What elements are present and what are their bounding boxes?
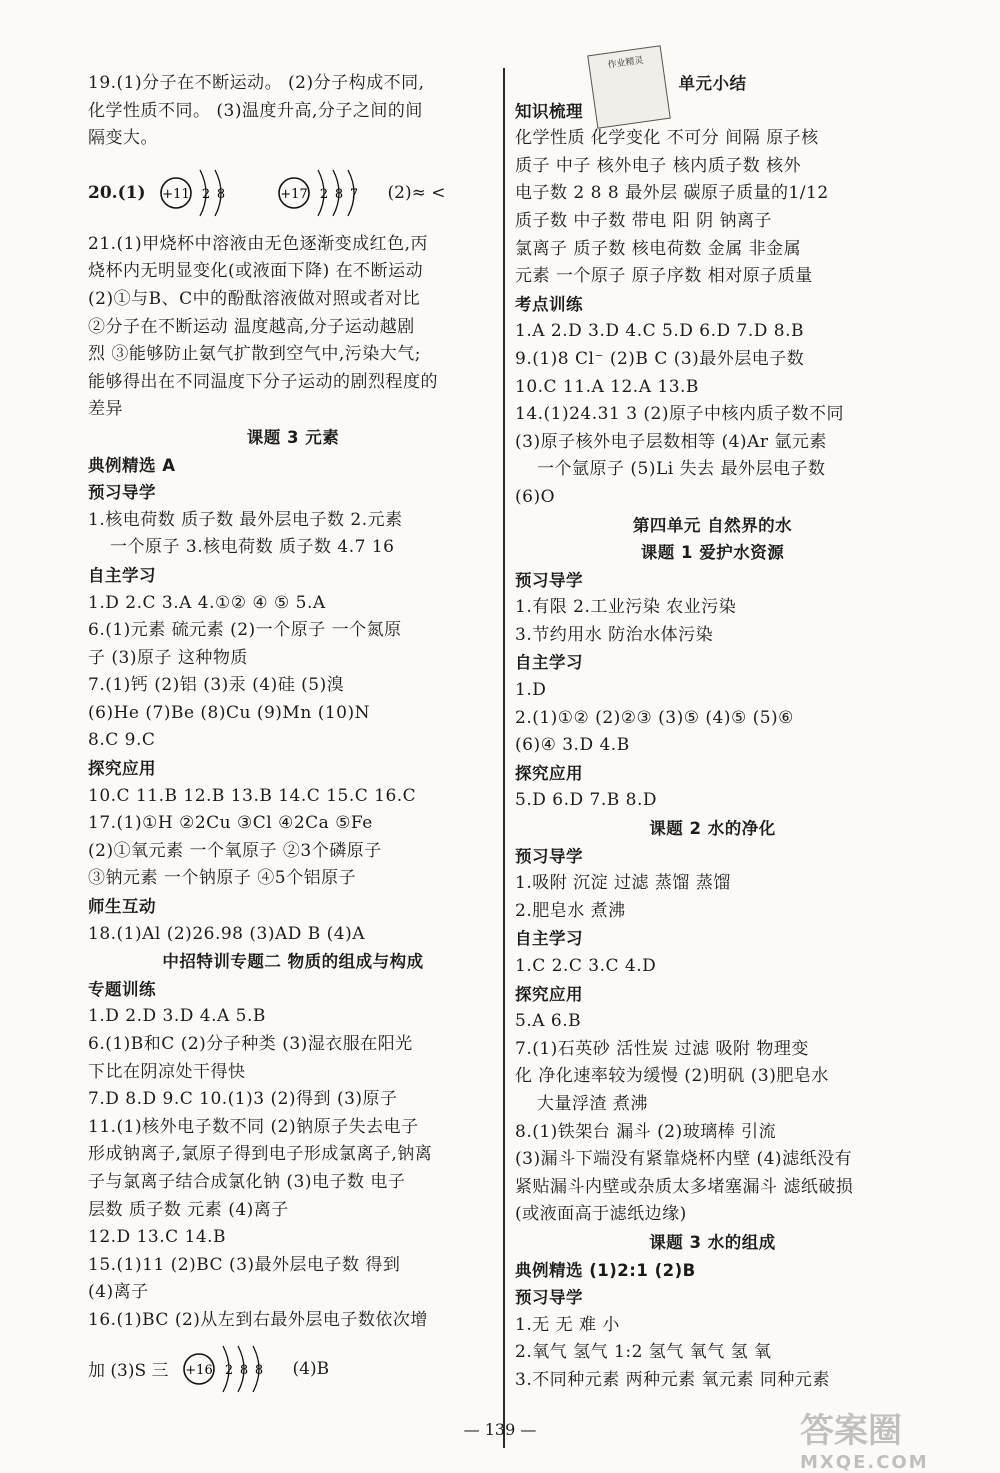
section-heading: 预习导学 [88, 483, 156, 503]
page-number: — 139 — [463, 1420, 537, 1439]
answer-line: (3)漏斗下端没有紧靠烧杯内壁 (4)滤纸没有 [515, 1149, 853, 1170]
shell-electron-count: 2 [319, 186, 328, 202]
answer-line: 10.C 11.B 12.B 13.B 14.C 15.C 16.C [88, 785, 417, 806]
answer-line: 下比在阴凉处干得快 [88, 1061, 246, 1082]
shell-electron-count: 8 [239, 1362, 248, 1378]
answer-line: (或液面高于滤纸边缘) [515, 1204, 687, 1225]
shell-electron-count: 2 [224, 1362, 233, 1378]
section-heading: 探究应用 [88, 759, 156, 779]
answer-line: 烈 ③能够防止氨气扩散到空气中,污染大气; [88, 344, 422, 365]
answer-line: (2)①与B、C中的酚酞溶液做对照或者对比 [88, 288, 421, 309]
answer-line: 子与氯离子结合成氯化钠 (3)电子数 电子 [88, 1171, 406, 1192]
section-heading: 探究应用 [515, 984, 583, 1004]
answer-line: 化学性质不同。 (3)温度升高,分子之间的间 [88, 100, 423, 121]
lesson-title: 课题 3 水的组成 [649, 1232, 776, 1252]
section-heading: 典例精选 A [88, 455, 176, 475]
atom-structure-diagram-chlorine [274, 162, 384, 224]
answer-line: 14.(1)24.31 3 (2)原子中核内质子数不同 [515, 404, 844, 425]
answer-line: 7.(1)石英砂 活性炭 过滤 吸附 物理变 [515, 1038, 809, 1059]
answer-line: 能够得出在不同温度下分子运动的剧烈程度的 [88, 371, 438, 392]
answer-line: 1.核电荷数 质子数 最外层电子数 2.元素 [88, 509, 403, 530]
answer-line: 9.(1)8 Cl⁻ (2)B C (3)最外层电子数 [515, 348, 805, 369]
stamp-logo: 作业精灵 [587, 45, 671, 129]
answer-line: 隔变大。 [88, 128, 158, 149]
answer-line: 1.A 2.D 3.D 4.C 5.D 6.D 7.D 8.B [515, 321, 805, 342]
answer-line: 子 (3)原子 这种物质 [88, 647, 248, 668]
answer-line: (6)O [515, 486, 556, 507]
section-heading: 专题训练 [88, 979, 156, 999]
answer-line: (3)原子核外电子层数相等 (4)Ar 氩元素 [515, 431, 827, 452]
section-heading: 自主学习 [515, 653, 583, 673]
answer-text: (2)≈ < [387, 182, 446, 203]
lesson-title: 课题 1 爱护水资源 [640, 543, 785, 563]
section-heading: 预习导学 [515, 846, 583, 866]
shell-electron-count: 8 [334, 186, 343, 202]
answer-line: 质子 中子 核外电子 核内质子数 核外 [515, 155, 802, 176]
lesson-title: 课题 3 元素 [246, 427, 340, 447]
answer-line: 大量浮渣 煮沸 [537, 1093, 648, 1114]
answer-line: 5.D 6.D 7.B 8.D [515, 790, 657, 811]
atom-structure-diagram-sodium [156, 162, 266, 224]
section-heading: 探究应用 [515, 763, 583, 783]
answer-20-atom-row [88, 159, 498, 227]
answer-line: 11.(1)核外电子数不同 (2)钠原子失去电子 [88, 1116, 419, 1137]
answer-line: 21.(1)甲烧杯中溶液由无色逐渐变成红色,丙 [88, 233, 429, 254]
answer-line: 1.C 2.C 3.C 4.D [515, 956, 657, 976]
shell-electron-count: 7 [349, 186, 358, 202]
special-topic-title: 中招特训专题二 物质的组成与构成 [162, 952, 424, 972]
answer-line: (6)He (7)Be (8)Cu (9)Mn (10)N [88, 702, 370, 723]
answer-line: 差异 [88, 399, 123, 420]
answer-line: 元素 一个原子 原子序数 相对原子质量 [515, 266, 813, 287]
answer-line: 质子数 中子数 带电 阳 阴 钠离子 [515, 210, 773, 231]
answer-line: ②分子在不断运动 温度越高,分子运动越剧 [88, 316, 415, 337]
right-column [515, 70, 910, 1395]
section-heading: 预习导学 [515, 570, 583, 590]
answer-line: 8.(1)铁架台 漏斗 (2)玻璃棒 引流 [515, 1121, 777, 1142]
lesson-title: 课题 2 水的净化 [649, 819, 776, 839]
answer-line: 2.氧气 氢气 1:2 氢气 氧气 氢 氧 [515, 1342, 772, 1363]
answer-line: 电子数 2 8 8 最外层 碳原子质量的1/12 [515, 183, 829, 204]
answer-line: 17.(1)①H ②2Cu ③Cl ④2Ca ⑤Fe [88, 813, 373, 834]
unit-title: 第四单元 自然界的水 [632, 515, 793, 535]
answer-line: 烧杯内无明显变化(或液面下降) 在不断运动 [88, 261, 424, 282]
answer-line: 5.A 6.B [515, 1011, 582, 1032]
answer-line: 18.(1)Al (2)26.98 (3)AD B (4)A [88, 923, 366, 944]
answer-line: 1.吸附 沉淀 过滤 蒸馏 蒸馏 [515, 873, 731, 894]
answer-line: 一个氩原子 (5)Li 失去 最外层电子数 [537, 459, 826, 480]
answer-line: 紧贴漏斗内壁或杂质太多堵塞漏斗 滤纸破损 [515, 1176, 854, 1197]
answer-line: 6.(1)元素 硫元素 (2)一个原子 一个氮原 [88, 620, 402, 641]
answer-line: 15.(1)11 (2)BC (3)最外层电子数 得到 [88, 1254, 401, 1275]
answer-line: 3.不同种元素 两种元素 氧元素 同种元素 [515, 1369, 830, 1390]
section-heading: 典例精选 (1)2:1 (2)B [515, 1260, 696, 1280]
section-heading: 自主学习 [515, 929, 583, 949]
answer-line: (2)①氧元素 一个氧原子 ②3个磷原子 [88, 840, 382, 861]
watermark-logo: 答案圈 MXQE.COM [800, 1411, 929, 1473]
answer-text: (4)B [292, 1358, 330, 1379]
unit-summary-title: 单元小结 [678, 74, 747, 93]
answer-text: 加 (3)S 三 [88, 1361, 169, 1382]
answer-line: 16.(1)BC (2)从左到右最外层电子数依次增 [88, 1309, 428, 1330]
nucleus-charge: +11 [161, 186, 190, 202]
answer-line: 7.D 8.D 9.C 10.(1)3 (2)得到 (3)原子 [88, 1089, 398, 1110]
answer-line: 1.D 2.D 3.D 4.A 5.B [88, 1006, 266, 1027]
answer-line: 2.肥皂水 煮沸 [515, 900, 626, 921]
nucleus-charge: +16 [184, 1362, 213, 1378]
shell-electron-count: 8 [254, 1362, 263, 1378]
answer-line: 氯离子 质子数 核电荷数 金属 非金属 [515, 238, 802, 259]
left-column [88, 70, 498, 1403]
shell-electron-count: 8 [216, 186, 225, 202]
section-heading: 自主学习 [88, 565, 156, 585]
answer-line: ③钠元素 一个钠原子 ④5个铝原子 [88, 868, 357, 889]
answer-line: 10.C 11.A 12.A 13.B [515, 376, 699, 397]
answer-line: 7.(1)钙 (2)铝 (3)汞 (4)硅 (5)溴 [88, 675, 345, 696]
shell-electron-count: 2 [201, 186, 210, 202]
answer-line: 1.D 2.C 3.A 4.①② ④ ⑤ 5.A [88, 592, 326, 613]
section-heading: 预习导学 [515, 1288, 583, 1308]
answer-line: 6.(1)B和C (2)分子种类 (3)湿衣服在阳光 [88, 1034, 413, 1054]
answer-line: 层数 质子数 元素 (4)离子 [88, 1199, 289, 1220]
answer-line: 化 净化速率较为缓慢 (2)明矾 (3)肥皂水 [515, 1066, 829, 1087]
answer-line: 一个原子 3.核电荷数 质子数 4.7 16 [110, 537, 395, 558]
answer-line: (4)离子 [88, 1282, 149, 1303]
answer-line: 12.D 13.C 14.B [88, 1227, 227, 1248]
answer-line: 1.D [515, 680, 547, 701]
answer-line: 1.有限 2.工业污染 农业污染 [515, 597, 737, 618]
section-heading: 知识梳理 [515, 101, 583, 121]
answer-number: 20.(1) [88, 182, 146, 203]
section-heading: 考点训练 [515, 294, 583, 314]
column-divider [503, 68, 505, 1448]
answer-line: 化学性质 化学变化 不可分 间隔 原子核 [515, 128, 819, 149]
answer-line: 3.节约用水 防治水体污染 [515, 624, 714, 645]
atom-structure-diagram-sulfur [179, 1338, 289, 1400]
answer-line: 1.无 无 难 小 [515, 1314, 620, 1335]
answer-16-atom-row [88, 1335, 498, 1403]
answer-line: 2.(1)①② (2)②③ (3)⑤ (4)⑤ (5)⑥ [515, 707, 794, 728]
answer-line: 8.C 9.C [88, 730, 156, 751]
nucleus-charge: +17 [279, 186, 308, 202]
section-heading: 师生互动 [88, 897, 156, 917]
answer-line: 形成钠离子,氯原子得到电子形成氯离子,钠离 [88, 1144, 433, 1165]
answer-line: (6)④ 3.D 4.B [515, 735, 630, 756]
answer-line: 19.(1)分子在不断运动。 (2)分子构成不同, [88, 73, 425, 93]
